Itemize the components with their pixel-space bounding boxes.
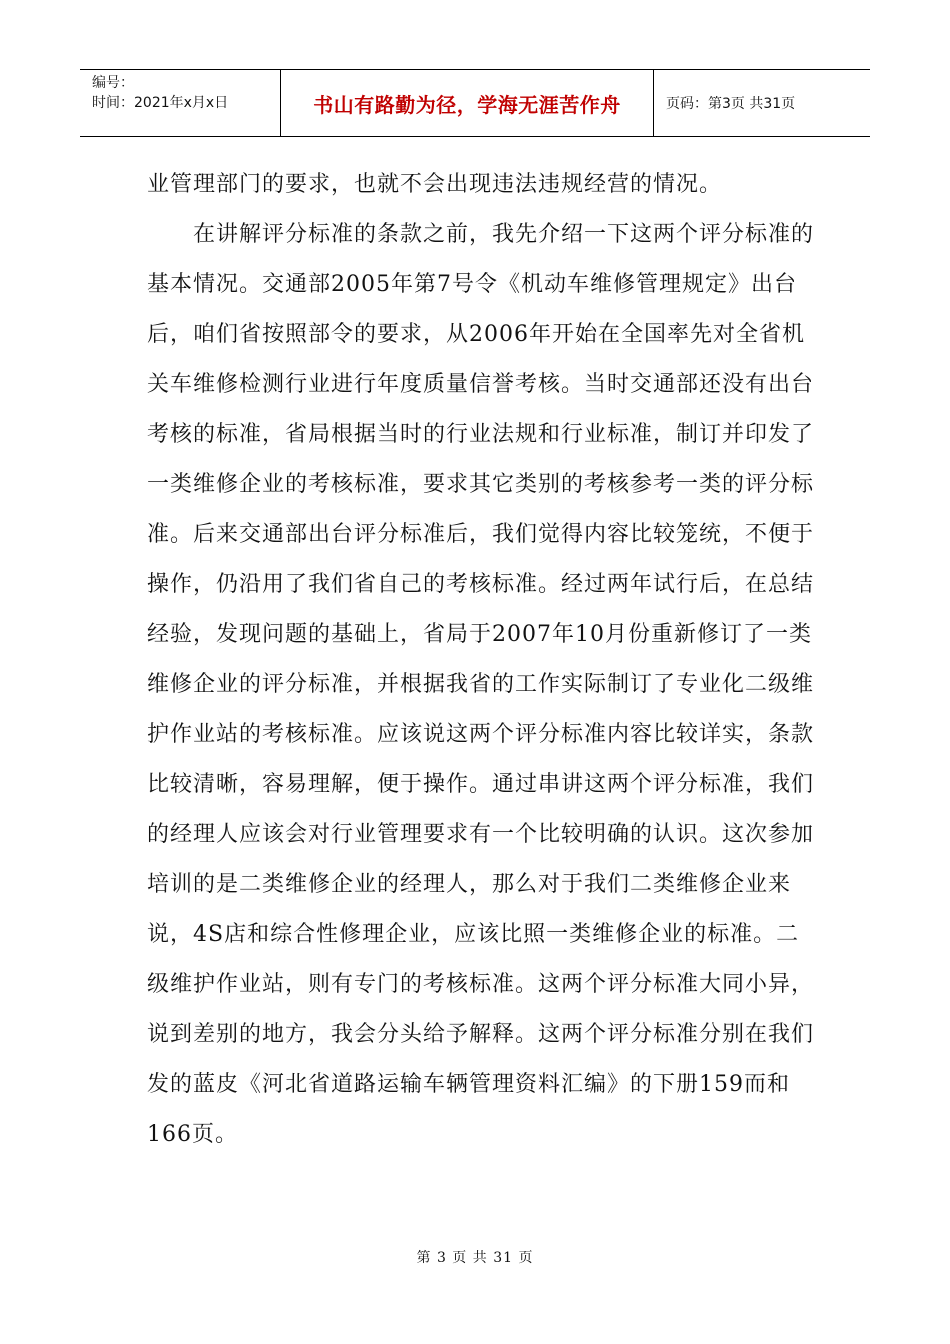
header-page-info: 页码：第3页 共31页 (666, 96, 796, 112)
paragraph-continuation: 业管理部门的要求，也就不会出现违法违规经营的情况。 (147, 172, 723, 197)
page-footer: 第 3 页 共 31 页 (416, 1250, 534, 1266)
document-body (147, 160, 817, 1160)
header-motto: 书山有路勤为径，学海无涯苦作舟 (281, 70, 654, 136)
header-meta (80, 70, 281, 136)
document-time-label: 时间：2021年x月x日 (92, 95, 229, 111)
document-number-label: 编号： (92, 75, 134, 91)
page-header (80, 69, 870, 137)
paragraph-main: 在讲解评分标准的条款之前，我先介绍一下这两个评分标准的基本情况。交通部2005年第7号令《机动车维修管理规定》出台后，咱们省按照部令的要求，从2006年开始在全国率先对全省机关车维修检测行业进行年度质量信誉考核。当时交通部还没有出台考核的标准，省局根据当时的行业法规和行业标准，制订并印发了一类维修企业的考核标准，要求其它类别的考核参考一类的评分标准。后来交通部出台评分标准后，我们觉得内容比较笼统，不便于操作，仍沿用了我们省自己的考核标准。经过两年试行后，在总结经验，发现问题的基础上，省局于2007年10月份重新修订了一类维修企业的评分标准，并根据我省的工作实际制订了专业化二级维护作业站的考核标准。应该说这两个评分标准内容比较详实，条款比较清晰，容易理解，便于操作。通过串讲这两个评分标准，我们的经理人应该会对行业管理要求有一个比较明确的认识。这次参加培训的是二类维修企业的经理人，那么对于我们二类维修企业来说，4S店和综合性修理企业，应该比照一类维修企业的标准。二级维护作业站，则有专门的考核标准。这两个评分标准大同小异，说到差别的地方，我会分头给予解释。这两个评分标准分别在我们发的蓝皮《河北省道路运输车辆管理资料汇编》的下册159而和166页。 (147, 222, 815, 1147)
